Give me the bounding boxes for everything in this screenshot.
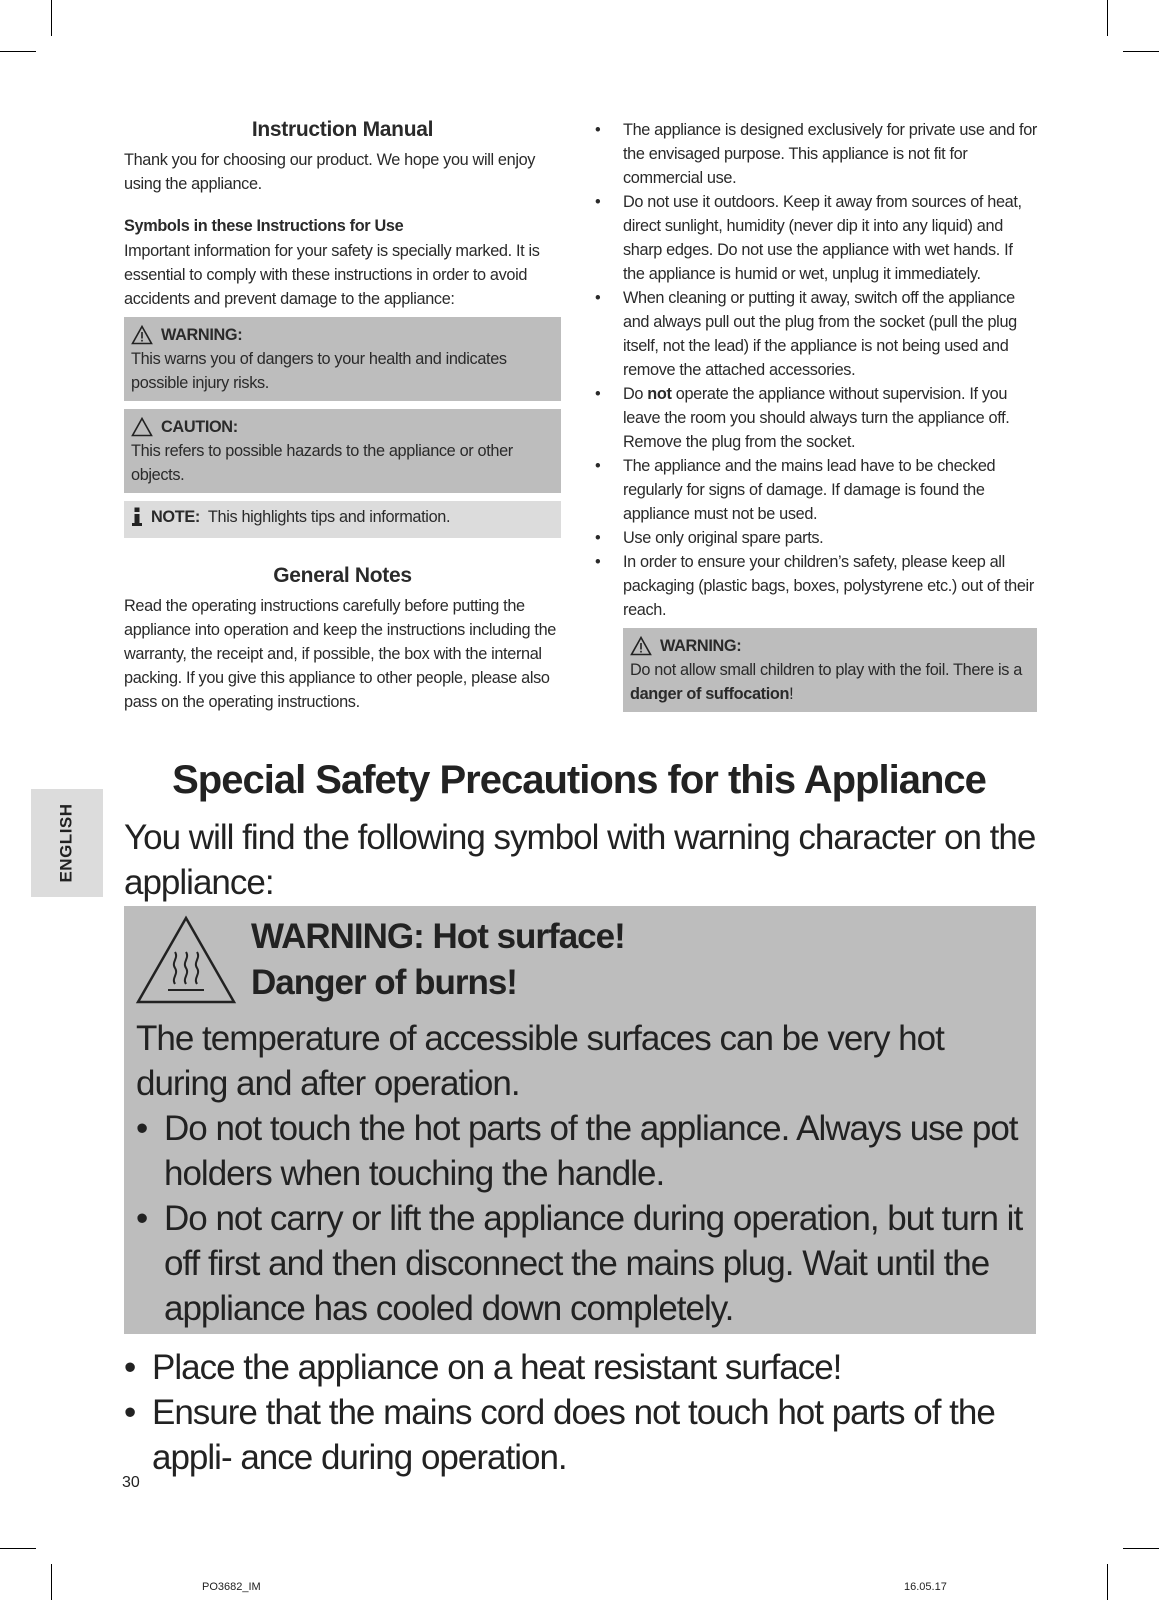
hot-surface-bullet-list — [136, 1106, 1036, 1331]
document-date: 16.05.17 — [904, 1581, 947, 1593]
warning-triangle-icon — [630, 636, 652, 656]
crop-mark — [0, 51, 36, 52]
language-label: ENGLISH — [57, 803, 76, 883]
right-column — [591, 118, 1037, 712]
suffocation-warning-box — [623, 628, 1037, 712]
list-item: • Do not carry or lift the appliance during operation, but turn it off first and then disconnect the mains plug. Wait until the appliance has cooled down completely. — [136, 1196, 1036, 1331]
list-item: • The appliance and the mains lead have to be checked regularly for signs of damage. If damage is found the appliance must not be used. — [591, 454, 1037, 526]
list-item: • When cleaning or putting it away, switch off the appliance and always pull out the plug from the socket (pull the plug itself, not the lead) if the appliance is not being used and remove the attached accessories. — [591, 286, 1037, 382]
note-text: This highlights tips and information. — [207, 508, 451, 526]
language-tab-label-wrap — [31, 789, 103, 897]
crop-mark — [1107, 0, 1108, 36]
special-safety-bullet-list — [124, 1345, 1024, 1480]
caution-triangle-icon — [131, 417, 153, 437]
instruction-manual-title: Instruction Manual — [251, 118, 434, 141]
general-notes-title: General Notes — [273, 564, 412, 587]
hot-surface-title — [251, 914, 625, 1006]
warning-box — [124, 317, 561, 401]
warning-text: Do not allow small children to play with the foil. There is a — [630, 661, 1022, 679]
list-item: • Do not touch the hot parts of the appliance. Always use pot holders when touching the handle. — [136, 1106, 1036, 1196]
warning-label: WARNING: — [660, 637, 742, 655]
list-item-emphasis: not — [647, 385, 672, 403]
warning-text: This warns you of dangers to your health and indicates possible injury risks. — [131, 350, 507, 392]
list-item: • Ensure that the mains cord does not touch hot parts of the appli- ance during operation. — [124, 1390, 1024, 1480]
crop-mark — [0, 1548, 36, 1549]
note-label: NOTE: — [151, 508, 200, 526]
warning-label: WARNING: — [161, 326, 243, 344]
hot-surface-text: The temperature of accessible surfaces can be very hot during and after operation. — [136, 1019, 944, 1103]
warning-triangle-icon — [131, 325, 153, 345]
list-item-text: operate the appliance without supervision. If you leave the room you should always turn the appliance off. Remove the plug from the socket. — [623, 385, 1010, 451]
intro-text: Thank you for choosing our product. We hope you will enjoy using the appliance. — [124, 151, 536, 193]
list-item: • Use only original spare parts. — [591, 526, 1037, 550]
crop-mark — [51, 1564, 52, 1600]
list-item: • In order to ensure your children’s safety, please keep all packaging (plastic bags, boxes, polystyrene etc.) out of their reach. — [591, 550, 1037, 622]
special-safety-title: Special Safety Precautions for this Appliance — [172, 758, 986, 802]
general-notes-text: Read the operating instructions carefully before putting the appliance into operation and keep the instructions including the warranty, the receipt and, if possible, the box with the internal packing. If you give this appliance to other people, please also pass on the operating instructions. — [124, 597, 556, 711]
list-item — [591, 382, 1037, 454]
caution-text: This refers to possible hazards to the appliance or other objects. — [131, 442, 513, 484]
caution-label: CAUTION: — [161, 418, 238, 436]
list-item: • The appliance is designed exclusively for private use and for the envisaged purpose. This appliance is not fit for commercial use. — [591, 118, 1037, 190]
crop-mark — [1123, 1548, 1159, 1549]
hot-surface-title-line1: WARNING: Hot surface! — [251, 917, 625, 956]
hot-surface-content — [136, 1016, 1036, 1331]
general-bullet-list — [591, 118, 1037, 622]
special-safety-intro: You will find the following symbol with warning character on the appliance: — [124, 818, 1036, 902]
caution-box — [124, 409, 561, 493]
document-code: PO3682_IM — [202, 1581, 261, 1593]
page-number: 30 — [122, 1474, 140, 1491]
suffocation-warning-text — [630, 658, 1030, 706]
note-box — [124, 501, 561, 538]
hot-surface-title-line2: Danger of burns! — [251, 963, 517, 1002]
crop-mark — [1123, 51, 1159, 52]
left-column — [124, 118, 561, 714]
info-icon — [131, 507, 143, 527]
crop-mark — [51, 0, 52, 36]
list-item: • Place the appliance on a heat resistant surface! — [124, 1345, 1024, 1390]
list-item: • Do not use it outdoors. Keep it away from sources of heat, direct sunlight, humidity (never dip it into any liquid) and sharp edges. Do not use the appliance with wet hands. If the appliance is humid or wet, unplug it immediately. — [591, 190, 1037, 286]
hot-surface-icon — [134, 914, 238, 1008]
symbols-heading: Symbols in these Instructions for Use — [124, 217, 404, 235]
warning-text-end: ! — [789, 685, 794, 703]
symbols-text: Important information for your safety is specially marked. It is essential to comply with these instructions in order to avoid accidents and prevent damage to the appliance: — [124, 242, 540, 308]
warning-emphasis: danger of suffocation — [630, 685, 790, 703]
crop-mark — [1107, 1564, 1108, 1600]
list-item-text: Do — [623, 385, 648, 403]
